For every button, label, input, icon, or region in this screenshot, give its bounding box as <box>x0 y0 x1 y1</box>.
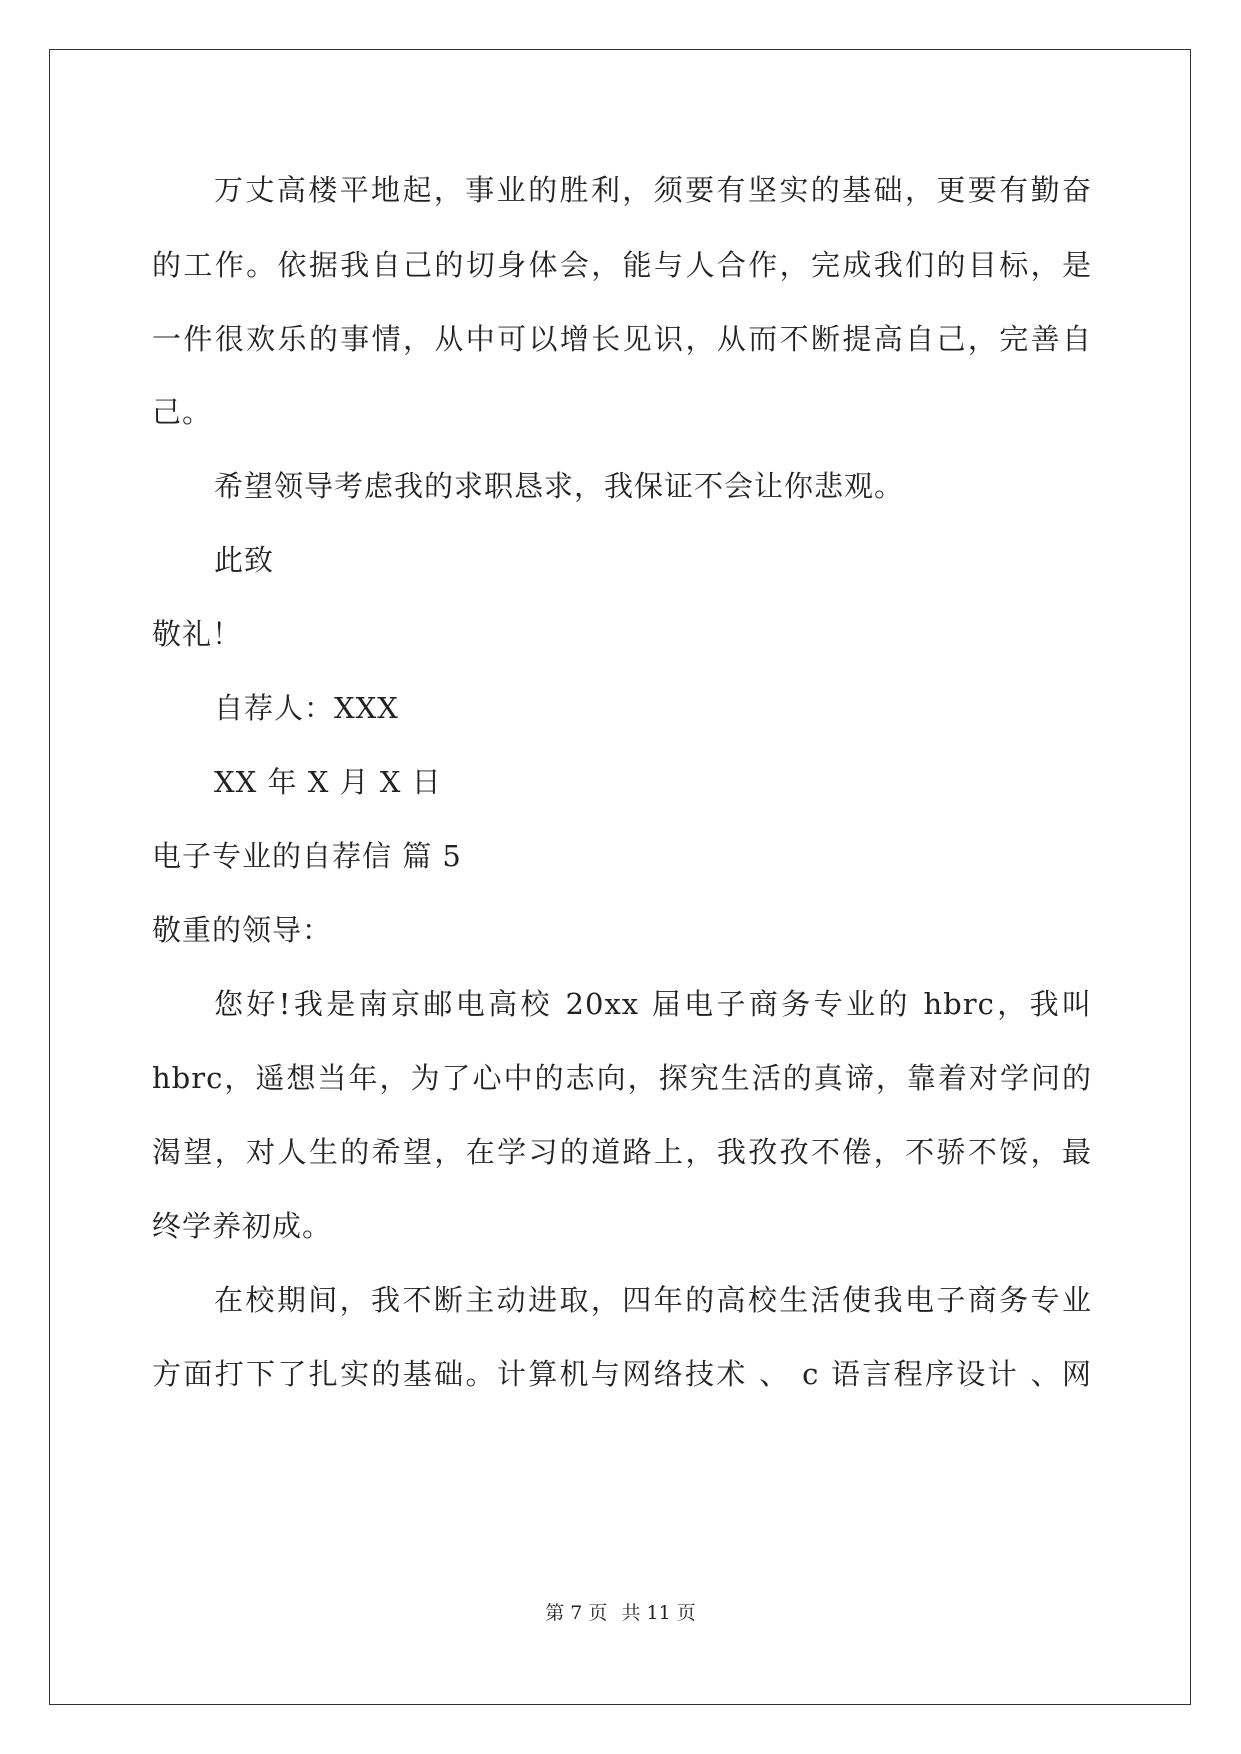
paragraph-line: 在校期间，我不断主动进取，四年的高校生活使我电子商务专业 <box>214 1283 1092 1317</box>
paragraph-line: 渴望，对人生的希望，在学习的道路上，我孜孜不倦，不骄不馁，最 <box>152 1135 1092 1169</box>
page-border <box>49 49 1191 1705</box>
paragraph-line: 方面打下了扎实的基础。计算机与网络技术 、 c 语言程序设计 、网 <box>152 1357 1092 1391</box>
page-number: 第 7 页 <box>545 1602 608 1624</box>
paragraph-line: 希望领导考虑我的求职恳求，我保证不会让你悲观。 <box>214 469 905 503</box>
paragraph-line: 的工作。依据我自己的切身体会，能与人合作，完成我们的目标，是 <box>152 248 1092 282</box>
greeting-line: 敬重的领导： <box>152 913 333 947</box>
page-total: 共 11 页 <box>621 1602 696 1624</box>
signature-line: 自荐人：XXX <box>214 691 399 725</box>
paragraph-line: 一件很欢乐的事情，从中可以增长见识，从而不断提高自己，完善自 <box>152 322 1092 356</box>
paragraph-line: hbrc，遥想当年，为了心中的志向，探究生活的真谛，靠着对学问的 <box>152 1061 1092 1095</box>
section-heading: 电子专业的自荐信 篇 5 <box>152 839 462 873</box>
paragraph-line: 终学养初成。 <box>152 1209 333 1243</box>
paragraph-line: 己。 <box>152 395 213 429</box>
paragraph-line: 万丈高楼平地起，事业的胜利，须要有坚实的基础，更要有勤奋 <box>214 173 1092 207</box>
closing-salutation: 此致 <box>214 543 275 577</box>
page-footer <box>0 1600 1241 1626</box>
paragraph-line: 您好!我是南京邮电高校 20xx 届电子商务专业的 hbrc，我叫 <box>214 987 1092 1021</box>
closing-respect: 敬礼！ <box>152 617 243 651</box>
date-line: XX 年 X 月 X 日 <box>214 765 442 799</box>
